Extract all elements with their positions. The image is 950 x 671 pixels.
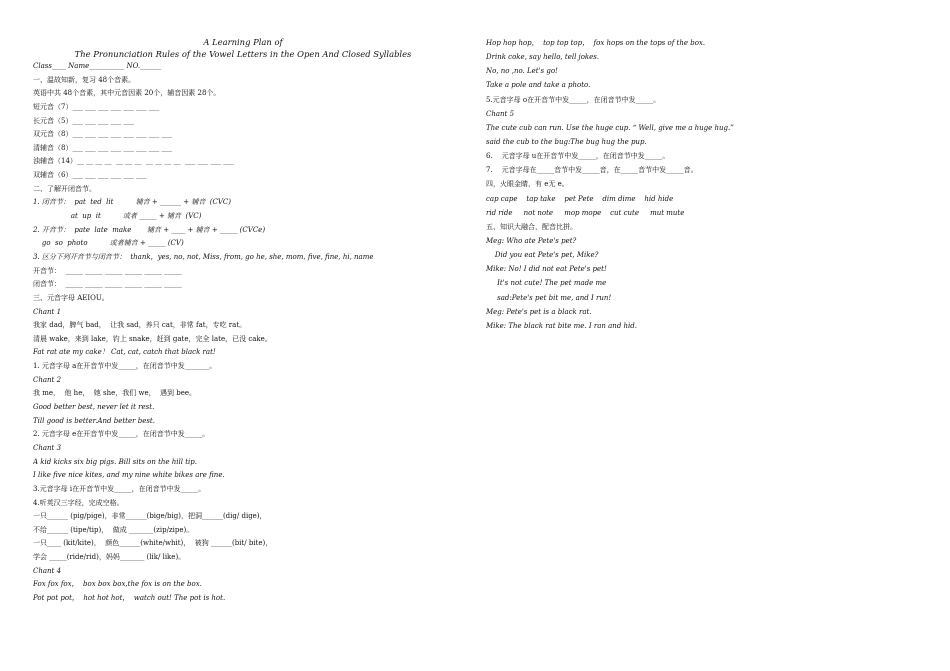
text-line: sad:Pete's pet bit me, and I run! <box>486 293 612 302</box>
text-line: 1. 闭音节： pat ted lit 辅音 + ______ + 辅音 (CVC) <box>33 198 232 207</box>
text-line: 浊辅音（14）__ __ __ __ __ __ __ __ __ __ __ ___ ___ ___ ___ <box>33 157 234 166</box>
text-line: 一只____ (kit/kite)， 颜色______(white/whit)， 被狗 ______(bit/ bite)， <box>33 539 273 548</box>
text-line: A kid kicks six big pigs. Bill sits on the hill tip. <box>33 457 197 466</box>
text-line: 6. 元音字母 u在开音节中发_____，在闭音节中发_____。 <box>486 152 670 161</box>
document-title <box>33 36 453 60</box>
text-line: 一、温故知新，复习 48个音素。 <box>33 75 136 84</box>
text-line: 开音节： _____ _____ _____ _____ _____ _____ <box>33 266 182 275</box>
text-line: 不给______ (tipe/tip)， 做成 _______(zip/zipe)。 <box>33 525 194 534</box>
text-line: Fox fox fox， box box box,the fox is on the box. <box>33 580 202 589</box>
text-line: Did you eat Pete's pet, Mike? <box>486 251 599 260</box>
text-line: Chant 1 <box>33 307 62 316</box>
text-line: 2. 元音字母 e在开音节中发_____，在闭音节中发_____。 <box>33 430 210 439</box>
text-line: Chant 3 <box>33 443 62 452</box>
text-line: go so photo 或者辅音 + _____ (CV) <box>33 239 184 248</box>
text-line: The cute cub can run. Use the huge cup. “ Well, give me a huge hug.” <box>486 123 734 132</box>
text-line: 清晨 wake，来到 lake，钓上 snake，赶到 gate，完全 late，已没 cake。 <box>33 334 272 343</box>
text-line: Chant 2 <box>33 375 62 384</box>
text-line: 一只______ (pig/pige)，非常______(bige/big)，把洞______(dig/ dige)， <box>33 512 267 521</box>
text-line: Good better best, never let it rest. <box>33 403 155 412</box>
text-line: 三、元音字母 AEIOU。 <box>33 293 109 302</box>
right-column <box>486 36 916 333</box>
text-line: Hop hop hop， top top top， fox hops on the tops of the box. <box>486 39 706 47</box>
text-line: Mike: No! I did not eat Pete's pet! <box>486 265 607 274</box>
text-line: Mike: The black rat bite me. I ran and hid. <box>486 321 637 330</box>
title-line-2: The Pronunciation Rules of the Vowel Letters in the Open And Closed Syllables <box>74 49 412 59</box>
text-line: 短元音（7）___ ___ ___ ___ ___ ___ ___ <box>33 102 160 111</box>
text-line: rid ride not note mop mope cut cute mut mute <box>486 208 685 217</box>
text-line: Fat rat ate my cake！ Cat, cat, catch that black rat! <box>33 348 216 357</box>
text-line: 我 me， 他 he， 她 she，我们 we， 遇到 bee。 <box>33 389 197 398</box>
text-line: Till good is better.And better best. <box>33 416 155 425</box>
text-line: 长元音（5）___ ___ ___ ___ ___ <box>33 116 134 125</box>
text-line: Meg: Who ate Pete's pet? <box>486 236 577 245</box>
text-line: Pot pot pot， hot hot hot， watch out! The pot is hot. <box>33 593 226 602</box>
left-column <box>33 36 453 606</box>
text-line: 四，火眼金睛，有 e无 e。 <box>486 180 569 189</box>
text-line: 二、了解开闭音节。 <box>33 184 96 193</box>
text-line: Chant 4 <box>33 566 62 575</box>
text-line: Drink coke, say hello, tell jokes. <box>486 53 600 62</box>
text-line: at up it 或者 _____ + 辅音 (VC) <box>33 212 202 221</box>
text-line: 2. 开音节： pate late make 辅音 + ____ + 辅音 + _____ (CVCe) <box>33 225 266 234</box>
text-line: 3. 区分下列开音节与闭音节： thank，yes, no, not, Miss, from, go he, she, mom, five, fine, hi, name <box>33 252 374 261</box>
left-text-block <box>33 60 453 606</box>
text-line: 4.听英汉三字经，完成空格。 <box>33 498 124 507</box>
text-line: 双辅音（6）___ ___ ___ ___ ___ ___ <box>33 171 147 180</box>
right-text-block <box>486 36 916 333</box>
text-line: said the cub to the bug:The bug hug the pup. <box>486 137 647 146</box>
text-line: Class____ Name__________ NO.______ <box>33 62 162 70</box>
text-line: 1. 元音字母 a在开音节中发_____，在闭音节中发_______。 <box>33 362 217 371</box>
text-line: 5.元音字母 o在开音节中发_____，在闭音节中发_____。 <box>486 95 661 104</box>
text-line: 学会 _____(ride/rid)，妈妈_______ (lik/ like)。 <box>33 553 186 562</box>
text-line: 五、知识大融合，配音比拼。 <box>486 222 577 231</box>
text-line: 我家 dad，脾气 bad， 让我 sad，养只 cat，非常 fat，专吃 rat。 <box>33 321 247 330</box>
text-line: cap cape tap take pet Pete dim dime hid hide <box>486 194 674 203</box>
text-line: 闭音节： _____ _____ _____ _____ _____ _____ <box>33 280 182 289</box>
text-line: Take a pole and take a photo. <box>486 81 591 90</box>
text-line: 双元音（8）___ ___ ___ ___ ___ ___ ___ ___ <box>33 130 173 139</box>
text-line: It's not cute! The pet made me <box>486 279 607 288</box>
text-line: I like five nice kites, and my nine white bikes are fine. <box>33 471 225 480</box>
text-line: 英语中共 48个音素，其中元音因素 20个，辅音因素 28个。 <box>33 89 221 98</box>
text-line: 7. 元音字母在_____音节中发_____音，在_____音节中发_____音。 <box>486 166 698 175</box>
text-line: Chant 5 <box>486 109 515 118</box>
text-line: 清辅音（8）___ ___ ___ ___ ___ ___ ___ ___ <box>33 143 173 152</box>
text-line: No, no ,no. Let's go! <box>486 67 558 76</box>
text-line: 3.元音字母 i在开音节中发_____，在闭音节中发_____。 <box>33 484 206 493</box>
title-line-1: A Learning Plan of <box>203 37 283 47</box>
text-line: Meg: Pete's pet is a black rat. <box>486 307 592 316</box>
